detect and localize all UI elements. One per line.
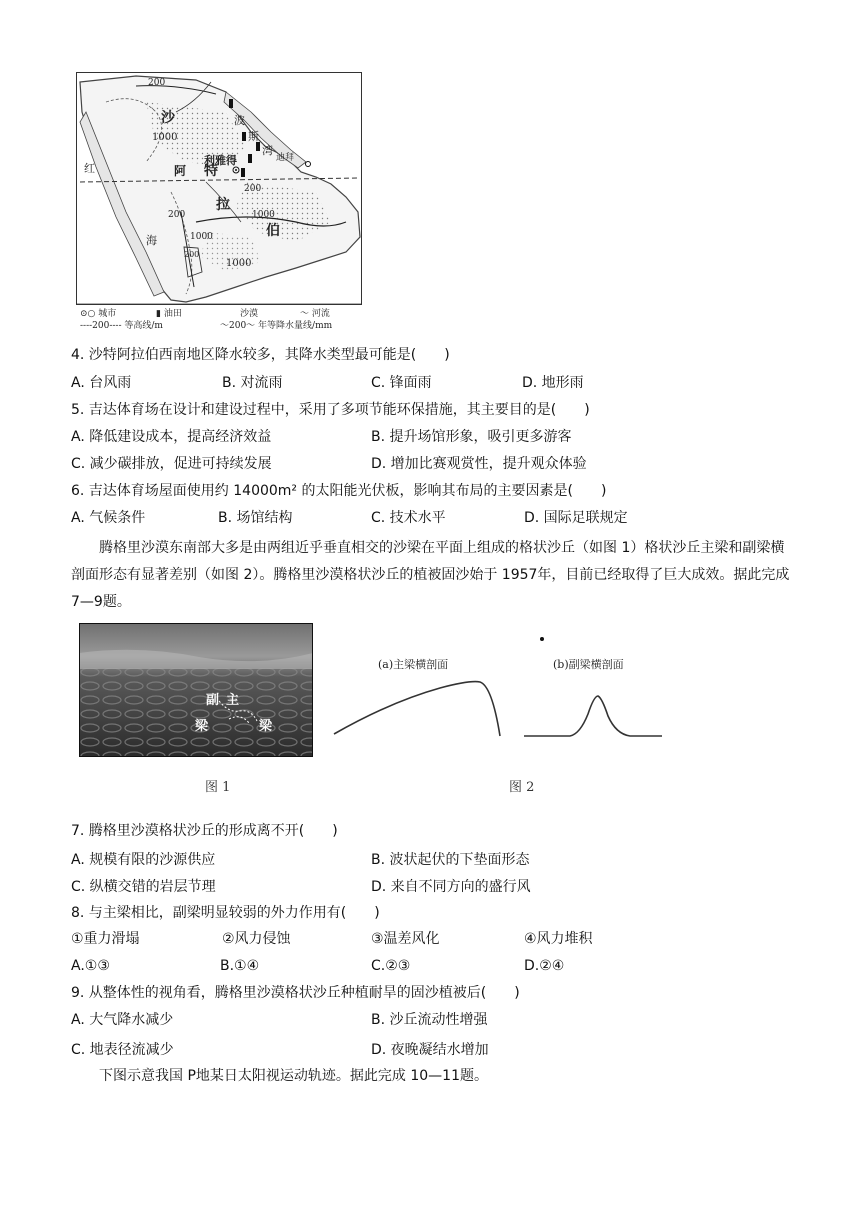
q9-option-c[interactable]: C. 地表径流减少 (71, 1042, 174, 1058)
legend-river: ～ 河流 (300, 309, 330, 319)
map-label-la: 拉 (216, 197, 230, 213)
figure-1-photo (79, 623, 313, 757)
q9-option-b[interactable]: B. 沙丘流动性增强 (371, 1012, 488, 1028)
q8-option-c[interactable]: C.②③ (371, 958, 411, 974)
legend-contour: ----200---- 等高线/m (80, 321, 163, 331)
saudi-arabia-map (76, 72, 362, 334)
q6-option-b[interactable]: B. 场馆结构 (218, 510, 293, 526)
fig1-label-zhu: 主 (226, 693, 240, 708)
fig1-label-liang1: 梁 (195, 719, 209, 734)
q7-stem: 7. 腾格里沙漠格状沙丘的形成离不开( ) (71, 823, 338, 839)
map-label-te: 特 (204, 163, 218, 179)
q5-option-c[interactable]: C. 减少碳排放，促进可持续发展 (71, 456, 272, 472)
q4-stem: 4. 沙特阿拉伯西南地区降水较多，其降水类型最可能是( ) (71, 347, 450, 363)
q4-option-d[interactable]: D. 地形雨 (522, 375, 584, 391)
q8-item-2: ②风力侵蚀 (222, 931, 291, 947)
q8-item-3: ③温差风化 (371, 931, 440, 947)
map-legend (80, 308, 360, 332)
map-label-sha: 沙 (161, 110, 175, 126)
legend-isohyet: ～200～ 年等降水量线/mm (220, 321, 333, 331)
q8-stem: 8. 与主梁相比，副梁明显较弱的外力作用有( ) (71, 905, 380, 921)
legend-city: ⊙○ 城市 (80, 309, 117, 319)
q5-stem: 5. 吉达体育场在设计和建设过程中，采用了多项节能环保措施，其主要目的是( ) (71, 402, 590, 418)
map-contour-200a: 200 (148, 78, 166, 88)
map-contour-1000a: 1000 (152, 132, 178, 143)
map-label-bo: 伯 (266, 223, 280, 239)
q6-option-c[interactable]: C. 技术水平 (371, 510, 446, 526)
passage-sun-path: 下图示意我国 P地某日太阳视运动轨迹。据此完成 10—11题。 (99, 1068, 488, 1084)
fig1-label-fu: 副 (206, 693, 220, 708)
q7-option-d[interactable]: D. 来自不同方向的盛行风 (371, 879, 531, 895)
q9-stem: 9. 从整体性的视角看，腾格里沙漠格状沙丘种植耐旱的固沙植被后( ) (71, 985, 520, 1001)
legend-desert: 沙漠 (240, 309, 259, 319)
dune-photo (79, 623, 313, 757)
q4-option-b[interactable]: B. 对流雨 (222, 375, 283, 391)
map-label-a: 阿 (174, 164, 187, 178)
q7-option-c[interactable]: C. 纵横交错的岩层节理 (71, 879, 216, 895)
q8-option-b[interactable]: B.①④ (220, 958, 260, 974)
map-label-gulf-bo: 波 (234, 114, 245, 127)
map-contour-200b: 200 (244, 184, 262, 194)
q8-item-1: ①重力滑塌 (71, 931, 140, 947)
map-contour-200c: 200 (168, 210, 186, 220)
figure-2-profiles (330, 636, 666, 746)
q8-item-4: ④风力堆积 (524, 931, 593, 947)
q6-stem: 6. 吉达体育场屋面使用约 14000m² 的太阳能光伏板，影响其布局的主要因素是( ) (71, 483, 607, 499)
q5-option-d[interactable]: D. 增加比赛观赏性，提升观众体验 (371, 456, 587, 472)
figure-2-caption: 图 2 (509, 780, 535, 795)
q9-option-a[interactable]: A. 大气降水减少 (71, 1012, 174, 1028)
q9-option-d[interactable]: D. 夜晚凝结水增加 (371, 1042, 489, 1058)
fig2-title-b: (b)副梁横剖面 (553, 658, 624, 671)
q6-option-a[interactable]: A. 气候条件 (71, 510, 146, 526)
map-label-gulf-wan: 湾 (262, 144, 273, 157)
q7-option-a[interactable]: A. 规模有限的沙源供应 (71, 852, 216, 868)
q5-option-b[interactable]: B. 提升场馆形象，吸引更多游客 (371, 429, 572, 445)
q7-option-b[interactable]: B. 波状起伏的下垫面形态 (371, 852, 530, 868)
q8-option-d[interactable]: D.②④ (524, 958, 565, 974)
q6-option-d[interactable]: D. 国际足联规定 (524, 510, 628, 526)
map-label-gulf-si: 斯 (248, 130, 259, 143)
profile-curves (330, 636, 666, 746)
map-label-dubai: 迪拜 (276, 153, 295, 163)
passage-tengger: 腾格里沙漠东南部大多是由两组近乎垂直相交的沙梁在平面上组成的格状沙丘（如图 1）格状沙丘主梁和副梁横剖面形态有显著差别（如图 2）。腾格里沙漠格状沙丘的植被固沙始于 1957年，目前已经取得了巨大成效。据此完成 7—9题。 (71, 540, 790, 610)
q5-option-a[interactable]: A. 降低建设成本，提高经济效益 (71, 429, 272, 445)
q4-option-a[interactable]: A. 台风雨 (71, 375, 132, 391)
fig1-label-liang2: 梁 (259, 719, 273, 734)
figure-1-caption: 图 1 (205, 780, 231, 795)
map-contour-1000b: 1000 (190, 232, 213, 242)
q4-option-c[interactable]: C. 锋面雨 (371, 375, 432, 391)
fig2-title-a: (a)主梁横剖面 (378, 658, 449, 671)
map-contour-1000c: 1000 (252, 210, 275, 220)
legend-oil: ▮ 油田 (156, 309, 182, 319)
q8-option-a[interactable]: A.①③ (71, 958, 110, 974)
map-label-riyadh: 利雅得 (204, 154, 237, 167)
map-label-hai: 海 (146, 234, 157, 247)
map-contour-1000d: 1000 (226, 258, 252, 269)
map-label-hong: 红 (84, 162, 95, 175)
map-contour-200d: 200 (184, 250, 200, 259)
